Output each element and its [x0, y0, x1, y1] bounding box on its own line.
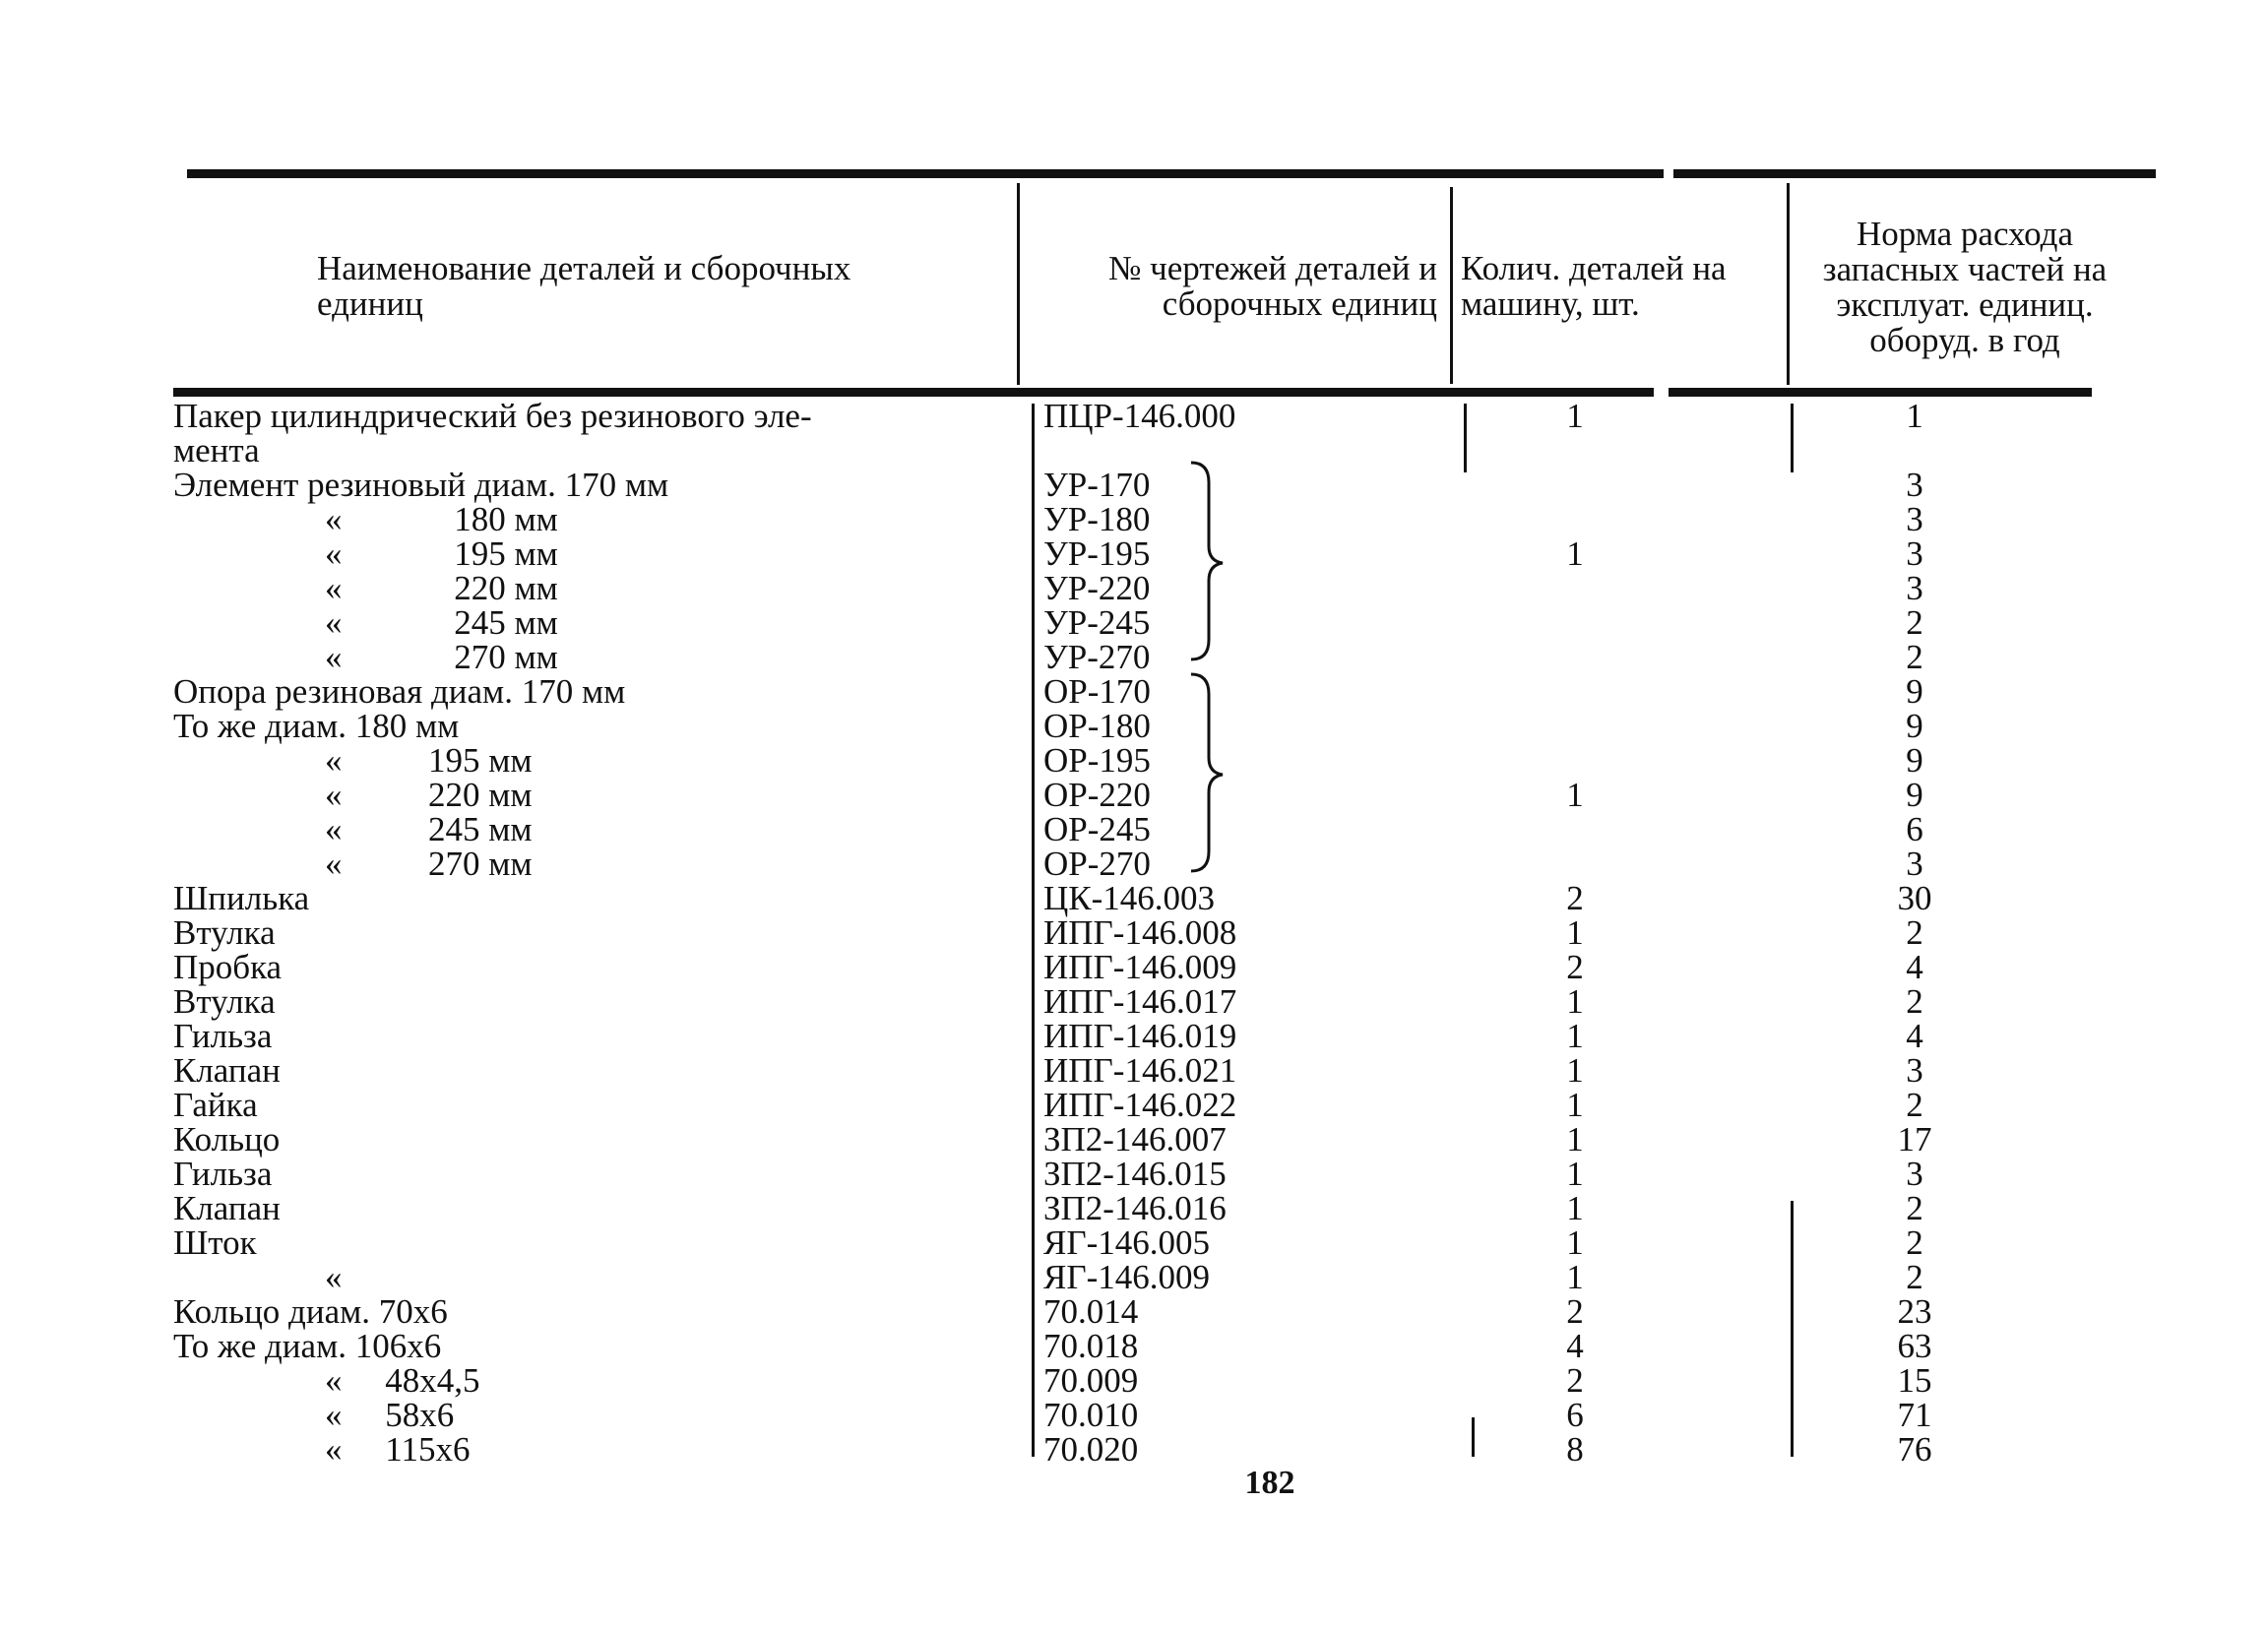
table-row [0, 536, 2268, 571]
drawing-number: 70.014 [1043, 1292, 1139, 1331]
part-name: « 245 мм [325, 603, 558, 642]
table-row [0, 778, 2268, 812]
part-name: « 48х4,5 [325, 1361, 480, 1400]
part-name: Шток [173, 1223, 257, 1262]
part-name: Втулка [173, 982, 276, 1021]
table-row [0, 674, 2268, 709]
table-row [0, 915, 2268, 950]
drawing-number: УР-170 [1043, 466, 1151, 504]
table-row [0, 1294, 2268, 1329]
part-name: Гайка [173, 1086, 258, 1124]
drawing-number: ЦК-146.003 [1043, 879, 1216, 917]
part-name: Шпилька [173, 879, 310, 917]
quantity: 1 [1566, 1189, 1584, 1227]
table-row [0, 1432, 2268, 1467]
norm-value: 2 [1906, 1086, 1923, 1124]
table-row [0, 1088, 2268, 1122]
norm-value: 4 [1906, 948, 1923, 986]
drawing-number: УР-220 [1043, 569, 1151, 607]
table-row [0, 1053, 2268, 1088]
drawing-number: 70.010 [1043, 1396, 1139, 1434]
part-name: « 245 мм [325, 810, 533, 848]
drawing-number: УР-195 [1043, 534, 1151, 573]
part-name: « 180 мм [325, 500, 558, 538]
part-name: « 58х6 [325, 1396, 455, 1434]
quantity: 4 [1566, 1327, 1584, 1365]
quantity: 2 [1566, 1361, 1584, 1400]
part-name: « 195 мм [325, 534, 558, 573]
drawing-number: ОР-220 [1043, 776, 1151, 814]
quantity: 1 [1566, 1258, 1584, 1296]
table-row [0, 502, 2268, 536]
norm-value: 3 [1906, 534, 1923, 573]
table-row [0, 1157, 2268, 1191]
table-row [0, 709, 2268, 743]
norm-value: 2 [1906, 603, 1923, 642]
table-row [0, 1363, 2268, 1398]
drawing-number: 70.009 [1043, 1361, 1139, 1400]
norm-value: 9 [1906, 741, 1923, 780]
norm-value: 2 [1906, 1223, 1923, 1262]
table-row [0, 1398, 2268, 1432]
part-name: Клапан [173, 1051, 281, 1090]
part-name: Гильза [173, 1017, 273, 1055]
table-row [0, 812, 2268, 846]
norm-value: 15 [1897, 1361, 1932, 1400]
norm-value: 2 [1906, 913, 1923, 952]
table-row [0, 984, 2268, 1019]
header-divider-2 [1450, 187, 1453, 384]
quantity: 2 [1566, 879, 1584, 917]
drawing-number: ОР-180 [1043, 707, 1151, 745]
top-rule-right [1673, 169, 2156, 178]
drawing-number: ПЦР-146.000 [1043, 397, 1236, 435]
header-norm: Норма расхода запасных частей на эксплуат. единиц. оборуд. в год [1822, 215, 2108, 359]
part-name: « [325, 1258, 343, 1296]
drawing-number: ОР-270 [1043, 845, 1151, 883]
part-name: То же диам. 106х6 [173, 1327, 442, 1365]
table-row [0, 950, 2268, 984]
drawing-number: ИПГ-146.019 [1043, 1017, 1237, 1055]
header-bottom-rule [173, 388, 1654, 397]
part-name: мента [173, 431, 260, 470]
drawing-number: ИПГ-146.017 [1043, 982, 1237, 1021]
quantity: 1 [1566, 1051, 1584, 1090]
drawing-number: ОР-245 [1043, 810, 1151, 848]
norm-value: 9 [1906, 707, 1923, 745]
norm-value: 76 [1897, 1430, 1932, 1469]
table-row [0, 468, 2268, 502]
part-name: Клапан [173, 1189, 281, 1227]
part-name: То же диам. 180 мм [173, 707, 460, 745]
table-row [0, 1019, 2268, 1053]
part-name: Гильза [173, 1155, 273, 1193]
header-name: Наименование деталей и сборочных единиц [317, 249, 851, 323]
norm-value: 71 [1897, 1396, 1932, 1434]
norm-value: 3 [1906, 569, 1923, 607]
drawing-number: ЗП2-146.015 [1043, 1155, 1227, 1193]
norm-value: 63 [1897, 1327, 1932, 1365]
drawing-number: ОР-195 [1043, 741, 1151, 780]
norm-value: 2 [1906, 638, 1923, 676]
header-drawing: № чертежей деталей и сборочных единиц [1107, 249, 1437, 323]
quantity: 1 [1566, 1155, 1584, 1193]
table-row [0, 1191, 2268, 1225]
norm-value: 30 [1897, 879, 1932, 917]
quantity: 2 [1566, 1292, 1584, 1331]
drawing-number: ИПГ-146.022 [1043, 1086, 1237, 1124]
table-row [0, 399, 2268, 433]
part-name: Опора резиновая диам. 170 мм [173, 672, 626, 711]
norm-value: 23 [1897, 1292, 1932, 1331]
norm-value: 3 [1906, 1155, 1923, 1193]
norm-value: 3 [1906, 845, 1923, 883]
drawing-number: 70.018 [1043, 1327, 1139, 1365]
norm-value: 9 [1906, 672, 1923, 711]
part-name: Пакер цилиндрический без резинового эле- [173, 397, 812, 435]
quantity: 1 [1566, 913, 1584, 952]
page-number: 182 [1244, 1465, 1295, 1501]
part-name: « 220 мм [325, 776, 533, 814]
header-divider-3 [1787, 183, 1790, 385]
table-row [0, 571, 2268, 605]
header-divider-1 [1017, 183, 1020, 385]
part-name: « 270 мм [325, 638, 558, 676]
drawing-number: УР-180 [1043, 500, 1151, 538]
table-row [0, 605, 2268, 640]
part-name: Пробка [173, 948, 283, 986]
part-name: « 220 мм [325, 569, 558, 607]
quantity: 1 [1566, 397, 1584, 435]
norm-value: 3 [1906, 466, 1923, 504]
drawing-number: ЗП2-146.016 [1043, 1189, 1227, 1227]
quantity: 1 [1566, 1017, 1584, 1055]
drawing-number: ИПГ-146.008 [1043, 913, 1237, 952]
quantity: 2 [1566, 948, 1584, 986]
quantity: 6 [1566, 1396, 1584, 1434]
top-rule [187, 169, 1664, 178]
norm-value: 2 [1906, 982, 1923, 1021]
header-qty: Колич. деталей на машину, шт. [1461, 249, 1727, 323]
quantity: 8 [1566, 1430, 1584, 1469]
norm-value: 2 [1906, 1258, 1923, 1296]
norm-value: 1 [1906, 397, 1923, 435]
norm-value: 2 [1906, 1189, 1923, 1227]
table-row [0, 640, 2268, 674]
drawing-number: ИПГ-146.009 [1043, 948, 1237, 986]
drawing-number: ЗП2-146.007 [1043, 1120, 1227, 1158]
table-row [0, 433, 2268, 468]
table-row [0, 846, 2268, 881]
drawing-number: 70.020 [1043, 1430, 1139, 1469]
quantity: 1 [1566, 1120, 1584, 1158]
part-name: « 195 мм [325, 741, 533, 780]
part-name: « 270 мм [325, 845, 533, 883]
part-name: « 115х6 [325, 1430, 471, 1469]
quantity: 1 [1566, 1086, 1584, 1124]
quantity: 1 [1566, 982, 1584, 1021]
table-row [0, 1260, 2268, 1294]
table-row [0, 743, 2268, 778]
part-name: Кольцо [173, 1120, 281, 1158]
quantity: 1 [1566, 776, 1584, 814]
part-name: Кольцо диам. 70х6 [173, 1292, 448, 1331]
drawing-number: УР-270 [1043, 638, 1151, 676]
norm-value: 9 [1906, 776, 1923, 814]
part-name: Элемент резиновый диам. 170 мм [173, 466, 669, 504]
norm-value: 17 [1897, 1120, 1932, 1158]
norm-value: 4 [1906, 1017, 1923, 1055]
table-row [0, 1225, 2268, 1260]
drawing-number: ЯГ-146.005 [1043, 1223, 1210, 1262]
norm-value: 3 [1906, 1051, 1923, 1090]
drawing-number: УР-245 [1043, 603, 1151, 642]
drawing-number: ЯГ-146.009 [1043, 1258, 1210, 1296]
drawing-number: ОР-170 [1043, 672, 1151, 711]
table-row [0, 881, 2268, 915]
norm-value: 6 [1906, 810, 1923, 848]
quantity: 1 [1566, 1223, 1584, 1262]
drawing-number: ИПГ-146.021 [1043, 1051, 1237, 1090]
table-row [0, 1122, 2268, 1157]
header-bottom-rule-right [1669, 388, 2092, 397]
part-name: Втулка [173, 913, 276, 952]
quantity: 1 [1566, 534, 1584, 573]
norm-value: 3 [1906, 500, 1923, 538]
table-row [0, 1329, 2268, 1363]
